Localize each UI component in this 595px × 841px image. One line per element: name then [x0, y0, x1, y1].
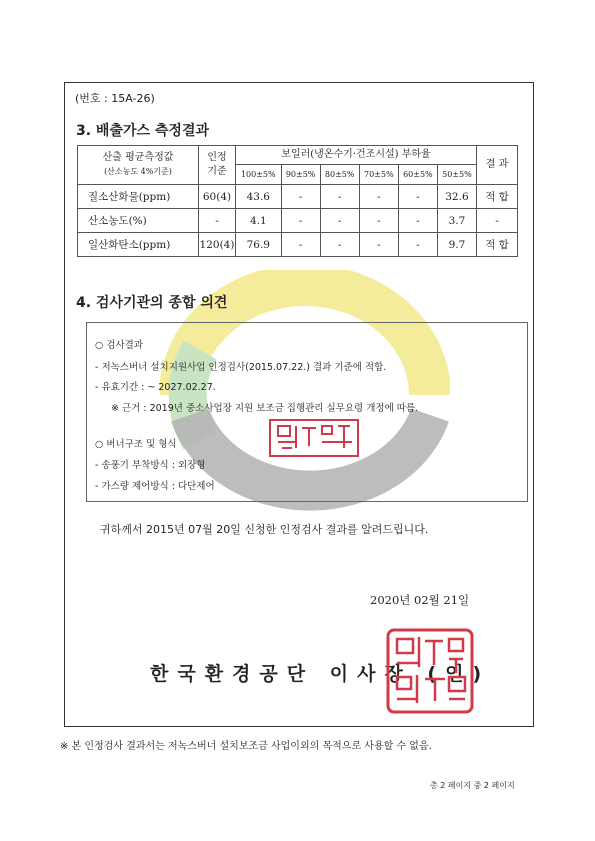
row-standard: 120(4)	[199, 233, 236, 257]
header-load-60: 60±5%	[398, 165, 437, 185]
section4-title: 4. 검사기관의 종합 의견	[76, 295, 228, 311]
signer-name: 한국환경공단 이사장 (인)	[150, 663, 491, 685]
row-v50: 3.7	[437, 209, 476, 233]
header-result: 결 과	[477, 146, 518, 185]
header-load-70: 70±5%	[359, 165, 398, 185]
header-measure: 산출 평균측정값 (산소농도 4%기준)	[78, 146, 199, 185]
issue-date: 2020년 02월 21일	[370, 593, 470, 607]
header-load-50: 50±5%	[437, 165, 476, 185]
row-standard: 60(4)	[199, 185, 236, 209]
row-v50: 32.6	[437, 185, 476, 209]
row-result: -	[477, 209, 518, 233]
row-v70: -	[359, 233, 398, 257]
row-v80: -	[320, 209, 359, 233]
table-header-row	[78, 146, 518, 165]
row-result: 적 합	[477, 233, 518, 257]
header-standard: 인정 기준	[199, 146, 236, 185]
inspection-seal-icon	[268, 418, 360, 458]
section3-title: 3. 배출가스 측정결과	[76, 123, 209, 139]
row-item: 산소농도(%)	[78, 209, 199, 233]
opinion-line: - 가스량 제어방식 : 다단제어	[95, 481, 215, 492]
opinion-line: ○ 버너구조 및 형식	[95, 439, 177, 450]
table-row	[78, 233, 518, 257]
header-load-80: 80±5%	[320, 165, 359, 185]
row-v50: 9.7	[437, 233, 476, 257]
header-load-90: 90±5%	[281, 165, 320, 185]
document-number: (번호 : 15A-26)	[75, 92, 155, 105]
header-load-100: 100±5%	[236, 165, 282, 185]
opinion-line: ※ 근거 : 2019년 중소사업장 지원 보조금 집행관리 실무요령 개정에 따름.	[111, 403, 419, 414]
row-v80: -	[320, 233, 359, 257]
table-row	[78, 209, 518, 233]
row-v80: -	[320, 185, 359, 209]
footnote: ※ 본 인정검사 결과서는 저녹스버너 설치보조금 사업이외의 목적으로 사용할 수 없음.	[60, 741, 432, 752]
opinion-line: - 유효기간 : ~ 2027.02.27.	[95, 382, 216, 393]
row-v60: -	[398, 185, 437, 209]
row-item: 일산화탄소(ppm)	[78, 233, 199, 257]
row-v100: 76.9	[236, 233, 282, 257]
row-v70: -	[359, 185, 398, 209]
page-number: 총 2 페이지 중 2 페이지	[430, 781, 515, 790]
row-item: 질소산화물(ppm)	[78, 185, 199, 209]
row-v100: 4.1	[236, 209, 282, 233]
row-v70: -	[359, 209, 398, 233]
row-v100: 43.6	[236, 185, 282, 209]
row-v90: -	[281, 209, 320, 233]
notice-text: 귀하께서 2015년 07월 20일 신청한 인정검사 결과를 알려드립니다.	[100, 523, 429, 536]
header-load-group: 보일러(냉온수기·건조시설) 부하율	[236, 146, 477, 165]
opinion-line: - 송풍기 부착방식 : 외장형	[95, 460, 206, 471]
opinion-line: - 저녹스버너 설치지원사업 인정검사(2015.07.22.) 결과 기준에 적합.	[95, 362, 387, 373]
opinion-line: ○ 검사결과	[95, 340, 144, 351]
row-v90: -	[281, 233, 320, 257]
row-result: 적 합	[477, 185, 518, 209]
row-v90: -	[281, 185, 320, 209]
row-v60: -	[398, 233, 437, 257]
emission-table	[77, 145, 518, 257]
opinion-box	[86, 322, 528, 502]
row-standard: -	[199, 209, 236, 233]
row-v60: -	[398, 209, 437, 233]
official-seal-icon	[385, 627, 475, 715]
table-row	[78, 185, 518, 209]
